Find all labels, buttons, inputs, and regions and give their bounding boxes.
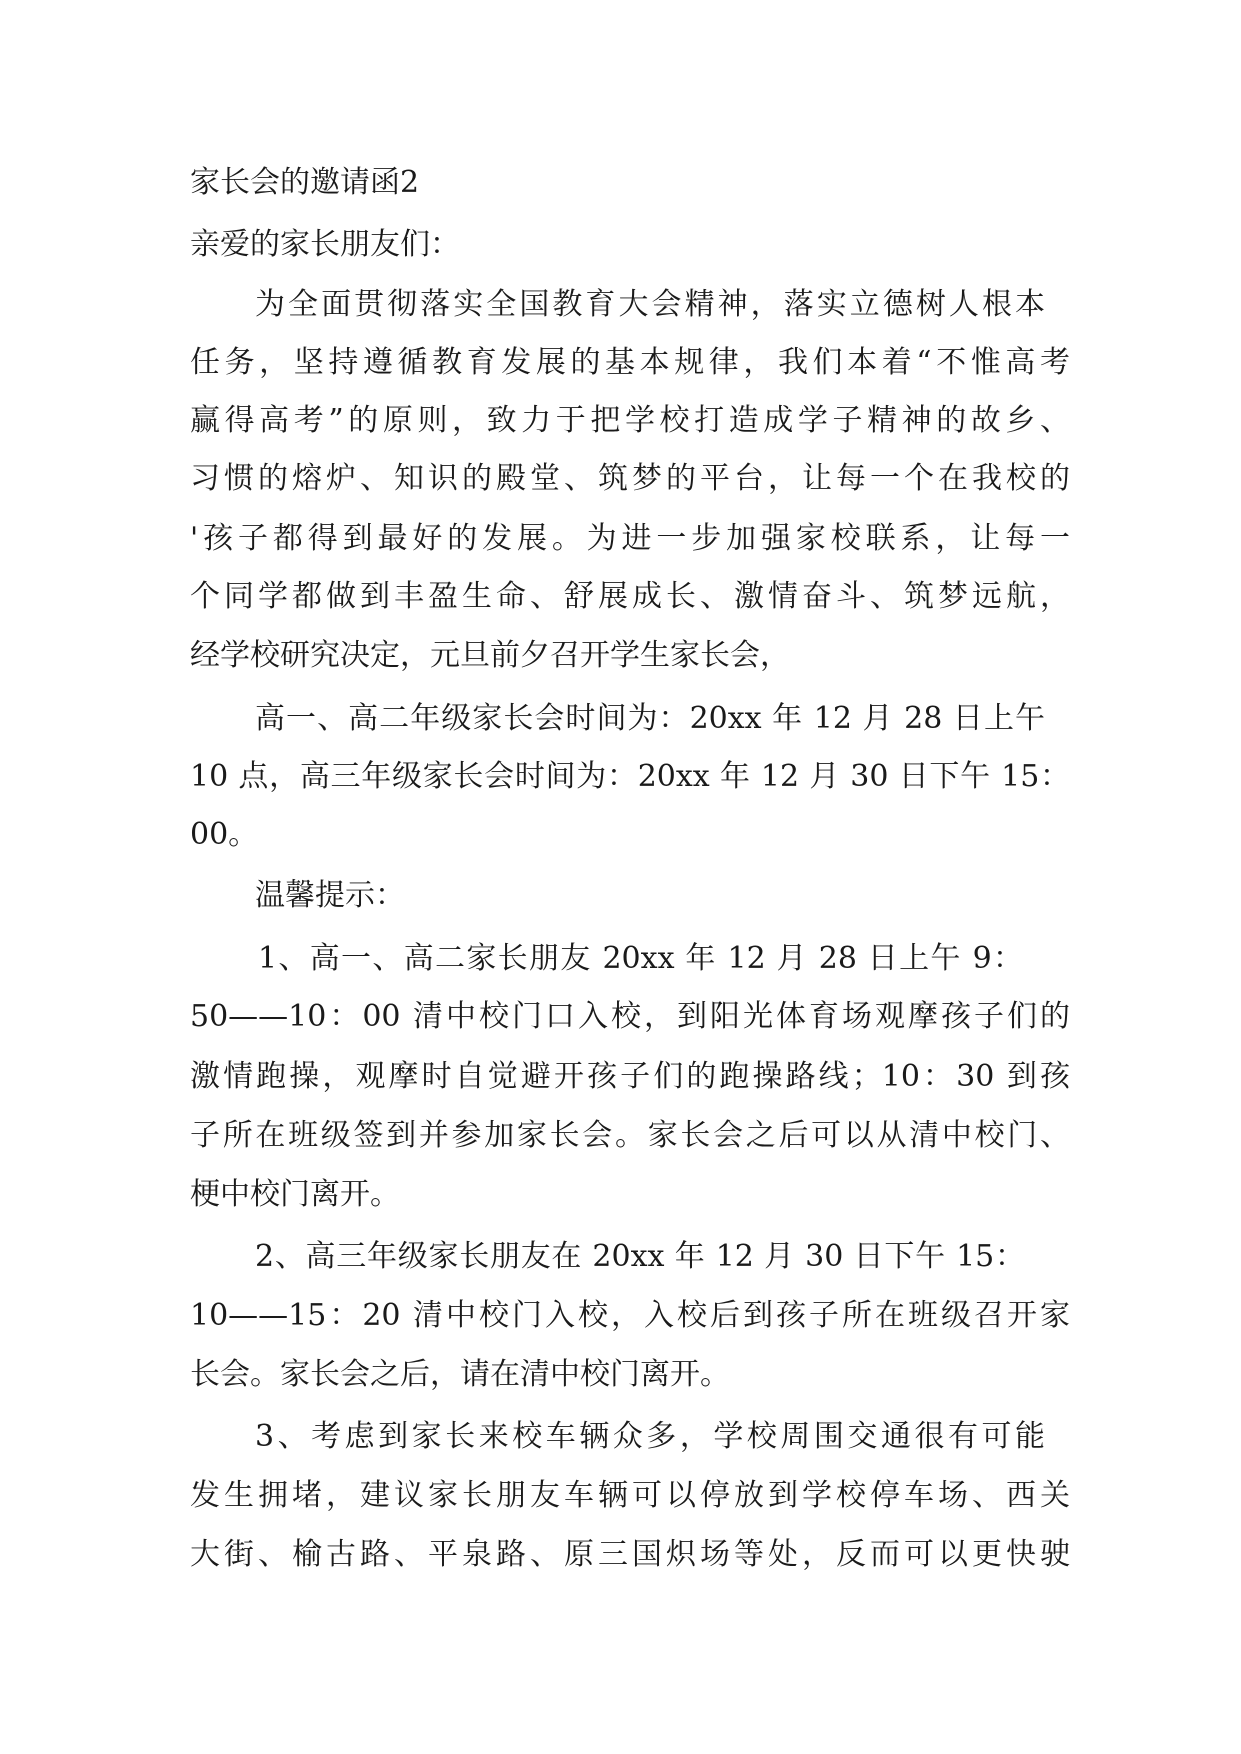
- text-line: 经学校研究决定，元旦前夕召开学生家长会，: [190, 638, 790, 673]
- text-line: 子所在班级签到并参加家长会。家长会之后可以从清中校门、: [190, 1118, 1070, 1153]
- text-line: 大街、榆古路、平泉路、原三国炽场等处，反而可以更快驶: [190, 1537, 1070, 1572]
- text-line: 激情跑操，观摩时自觉避开孩子们的跑操路线；10：30 到孩: [190, 1059, 1070, 1094]
- text-line: 1、高一、高二家长朋友 20xx 年 12 月 28 日上午 9：: [258, 941, 1023, 976]
- text-line: 发生拥堵，建议家长朋友车辆可以停放到学校停车场、西关: [190, 1478, 1070, 1513]
- text-line: 高一、高二年级家长会时间为：20xx 年 12 月 28 日上午: [255, 701, 1045, 736]
- text-line: 习惯的熔炉、知识的殿堂、筑梦的平台，让每一个在我校的: [190, 461, 1070, 496]
- text-line: 00。: [190, 817, 259, 852]
- text-line: 3、考虑到家长来校车辆众多，学校周围交通很有可能: [255, 1419, 1045, 1454]
- text-line: 50——10：00 清中校门口入校，到阳光体育场观摩孩子们的: [190, 999, 1070, 1034]
- text-line: 个同学都做到丰盈生命、舒展成长、激情奋斗、筑梦远航，: [190, 579, 1070, 614]
- text-line: 2、高三年级家长朋友在 20xx 年 12 月 30 日下午 15：: [255, 1239, 1025, 1274]
- salutation: 亲爱的家长朋友们：: [190, 227, 460, 262]
- text-line: 10 点，高三年级家长会时间为：20xx 年 12 月 30 日下午 15：: [190, 759, 1070, 794]
- text-line: 梗中校门离开。: [190, 1177, 400, 1212]
- tips-heading: 温馨提示：: [255, 878, 405, 913]
- text-line: 任务，坚持遵循教育发展的基本规律，我们本着“不惟高考: [190, 345, 1070, 380]
- text-line: '孩子都得到最好的发展。为进一步加强家校联系，让每一: [190, 521, 1070, 556]
- document-title: 家长会的邀请函2: [190, 165, 420, 200]
- text-line: 长会。家长会之后，请在清中校门离开。: [190, 1357, 730, 1392]
- text-line: 10——15：20 清中校门入校，入校后到孩子所在班级召开家: [190, 1298, 1070, 1333]
- text-line: 赢得高考”的原则，致力于把学校打造成学子精神的故乡、: [190, 403, 1070, 438]
- text-line: 为全面贯彻落实全国教育大会精神，落实立德树人根本: [255, 287, 1045, 322]
